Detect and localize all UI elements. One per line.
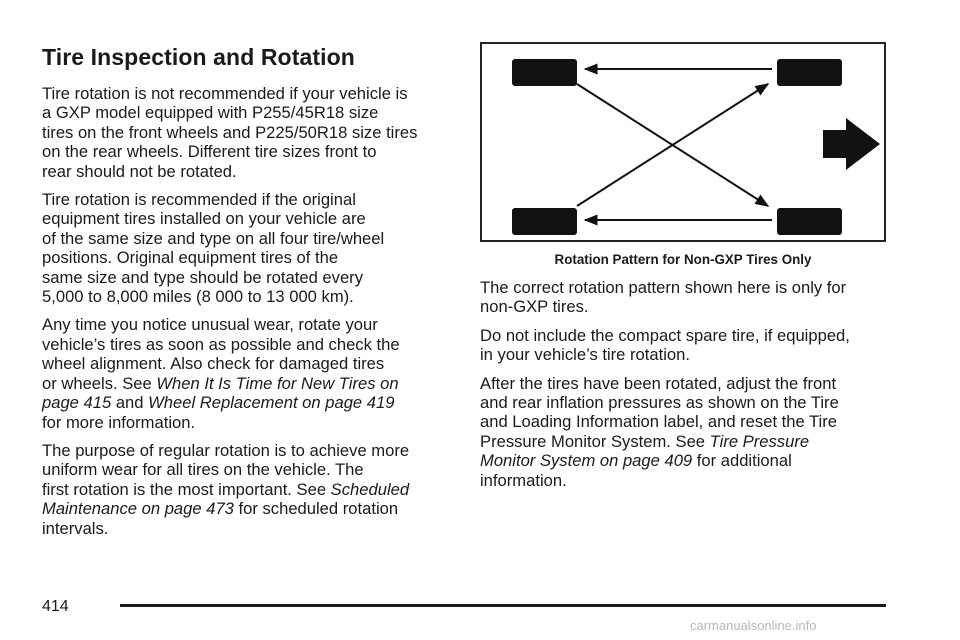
link-wheel-replacement[interactable]: Wheel Replacement on page 419 (148, 393, 395, 413)
text-line: information. (480, 470, 567, 490)
link-tire-pressure-monitor[interactable]: Tire Pressure (709, 431, 810, 451)
text-run: and (111, 393, 149, 413)
text-line (480, 432, 892, 451)
text-line: uniform wear for all tires on the vehicle. The (42, 460, 364, 480)
tire-front-right (777, 59, 842, 86)
text-line: for more information. (42, 412, 196, 432)
text-line: a GXP model equipped with P255/45R18 size (42, 103, 379, 123)
link-new-tires[interactable]: When It Is Time for New Tires on (156, 373, 399, 393)
paragraph-rotation-purpose (42, 441, 454, 538)
text-line: rear should not be rotated. (42, 161, 237, 181)
text-line (42, 393, 454, 412)
paragraph-unusual-wear (42, 315, 454, 431)
text-line: wheel alignment. Also check for damaged tires (42, 354, 385, 374)
text-line: and Loading Information label, and reset the Tire (480, 412, 838, 432)
text-line (42, 499, 454, 518)
rotation-diagram (480, 42, 886, 242)
page-title: Tire Inspection and Rotation (42, 44, 355, 70)
text-line: intervals. (42, 518, 109, 538)
text-run: for scheduled rotation (233, 499, 399, 519)
link-scheduled-maintenance[interactable]: Scheduled (330, 479, 410, 499)
text-line: Tire rotation is not recommended if your vehicle is (42, 84, 408, 103)
paragraph-spare-tire (480, 326, 892, 365)
text-line: vehicle’s tires as soon as possible and check the (42, 334, 400, 354)
paragraph-after-rotation (480, 374, 892, 490)
text-line (480, 451, 892, 470)
text-line: The correct rotation pattern shown here is only for (480, 278, 847, 297)
paragraph-gxp-note (42, 84, 454, 181)
text-run: first rotation is the most important. See (42, 479, 331, 499)
text-run: Pressure Monitor System. See (480, 431, 710, 451)
text-line: non-GXP tires. (480, 297, 589, 317)
text-run: or wheels. See (42, 373, 157, 393)
tire-rear-left (512, 208, 577, 235)
text-line: 5,000 to 8,000 miles (8 000 to 13 000 km). (42, 287, 354, 307)
text-line (42, 374, 454, 393)
link-tire-pressure-monitor-page[interactable]: Monitor System on page 409 (480, 451, 693, 471)
right-column (480, 278, 892, 499)
text-line: The purpose of regular rotation is to achieve more (42, 440, 410, 460)
text-line (42, 480, 454, 499)
text-line: Any time you notice unusual wear, rotate your (42, 315, 378, 335)
text-line: After the tires have been rotated, adjust the front (480, 373, 837, 393)
paragraph-rotation-recommended (42, 190, 454, 306)
text-line: same size and type should be rotated every (42, 267, 364, 287)
page-number: 414 (42, 598, 69, 615)
rotation-diagram-svg (482, 44, 888, 244)
footer-rule (120, 604, 886, 607)
link-new-tires-page[interactable]: page 415 (42, 393, 112, 413)
left-column (42, 84, 454, 547)
text-line: of the same size and type on all four tire/wheel (42, 228, 385, 248)
text-line: Do not include the compact spare tire, if equipped, (480, 325, 850, 345)
paragraph-non-gxp-pattern (480, 278, 892, 317)
watermark: carmanualsonline.info (690, 618, 817, 633)
text-run: for additional (692, 451, 792, 471)
text-line: Tire rotation is recommended if the original (42, 190, 356, 210)
text-line: in your vehicle’s tire rotation. (480, 345, 690, 365)
figure-caption: Rotation Pattern for Non-GXP Tires Only (554, 252, 812, 267)
tire-front-left (512, 59, 577, 86)
text-line: positions. Original equipment tires of the (42, 248, 339, 268)
tire-rear-right (777, 208, 842, 235)
text-line: on the rear wheels. Different tire sizes front to (42, 142, 377, 162)
text-line: equipment tires installed on your vehicle are (42, 209, 366, 229)
direction-arrow-icon (823, 118, 880, 170)
link-scheduled-maintenance-page[interactable]: Maintenance on page 473 (42, 499, 234, 519)
text-line: and rear inflation pressures as shown on the Tire (480, 393, 839, 413)
text-line: tires on the front wheels and P225/50R18 size tires (42, 122, 418, 142)
